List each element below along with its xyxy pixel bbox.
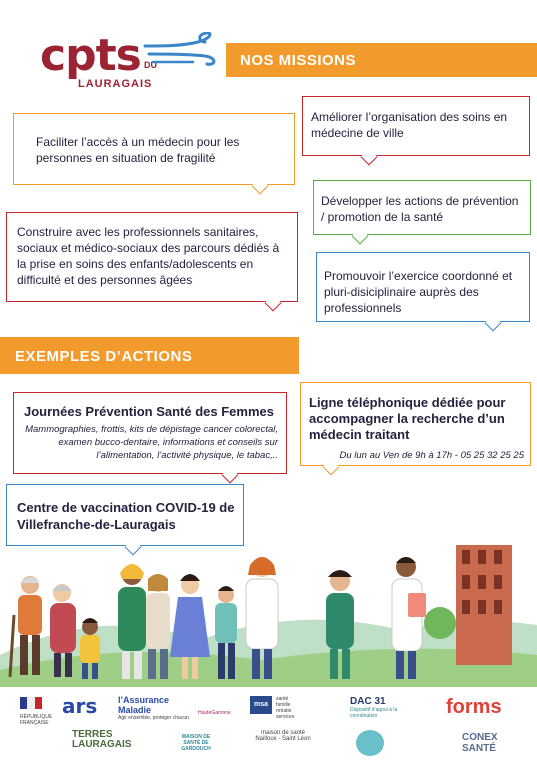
assurance-line-2: Maladie xyxy=(118,705,152,715)
mission-bubble-coordination xyxy=(316,252,530,322)
bubble-tail xyxy=(352,228,369,245)
assurance-line-3: Agir ensemble, protéger chacun xyxy=(118,715,189,721)
haute-garonne-logo: HauteGaronne xyxy=(198,710,231,716)
dac-title: DAC 31 xyxy=(350,696,386,707)
dac-subtitle: Dispositif d’appui à la coordination xyxy=(350,707,398,719)
actions-banner: EXEMPLES D’ACTIONS xyxy=(0,337,299,374)
mission-bubble-prevention xyxy=(313,180,531,235)
mission-text: Améliorer l’organisation des soins en médecine de ville xyxy=(311,110,508,140)
mission-bubble-access xyxy=(13,113,295,185)
msa-text: santé famille retraite services xyxy=(276,696,295,720)
mission-bubble-parcours xyxy=(6,212,298,302)
republique-francaise-logo xyxy=(20,696,54,726)
nailloux-line-1: maison de santé xyxy=(260,730,306,736)
clipboard-icon xyxy=(408,593,426,617)
mission-text: Construire avec les professionnels sanitaires, sociaux et médico-sociaux des parcours dédiés à la prise en soins des enfants/adolescents en difficulté et des personnes âgées xyxy=(17,225,280,287)
terres-lauragais-logo xyxy=(72,730,142,750)
bubble-tail xyxy=(361,149,378,166)
action-bubble-women-health xyxy=(13,392,287,474)
assurance-line-1: l’Assurance xyxy=(118,695,170,705)
bubble-tail xyxy=(252,178,269,195)
cpts-logo xyxy=(38,32,223,92)
illustration-people-scene xyxy=(0,545,537,687)
action-bubble-phone-line xyxy=(300,382,531,466)
marianne-icon xyxy=(20,697,42,709)
msa-badge: msa xyxy=(250,696,272,714)
forms-logo: forms xyxy=(446,696,502,718)
logo-region: LAURAGAIS xyxy=(78,78,153,90)
circle-partner-logo xyxy=(356,730,384,756)
bubble-tail xyxy=(222,467,239,484)
wind-swirl-icon xyxy=(143,32,223,72)
maison-nailloux-logo xyxy=(248,730,318,742)
mission-text: Développer les actions de prévention / promotion de la santé xyxy=(321,194,519,224)
mission-text: Faciliter l’accès à un médecin pour les personnes en situation de fragilité xyxy=(36,135,240,165)
mission-bubble-organisation xyxy=(302,96,530,156)
maison-gardouch-logo: MAISON DE SANTÉ DE GARDOUCH xyxy=(181,734,211,752)
phone-hours: Du lun au Ven de 9h à 17h - 05 25 32 25 25 xyxy=(339,450,524,461)
ars-logo: ars xyxy=(62,694,98,718)
church-tower-icon xyxy=(456,545,512,665)
mission-text: Promouvoir l’exercice coordonné et pluri-disiciplinaire auprès des professionnels xyxy=(324,269,513,315)
msa-logo xyxy=(250,696,304,720)
republique-text: RÉPUBLIQUE FRANÇAISE xyxy=(20,714,53,726)
logo-du: DU xyxy=(144,60,157,70)
assurance-maladie-logo xyxy=(118,696,198,721)
action-bubble-vaccination xyxy=(6,484,244,546)
conex-sante-logo xyxy=(462,732,498,754)
action-title: Journées Prévention Santé des Femmes xyxy=(24,404,274,419)
conex-line-2: SANTÉ xyxy=(462,743,496,754)
terres-line-1: TERRES xyxy=(72,729,113,740)
action-description: Mammographies, frottis, kits de dépistage cancer colorectal, examen bucco-dentaire, informations et conseils sur l’alimentation, l’activité physique, le tabac,.. xyxy=(25,424,278,461)
action-title: Centre de vaccination COVID-19 de Villefranche-de-Lauragais xyxy=(17,500,235,532)
bubble-tail xyxy=(265,295,282,312)
terres-line-2: LAURAGAIS xyxy=(72,739,132,750)
nailloux-line-2: Nailloux - Saint Léon xyxy=(255,736,311,742)
conex-line-1: CONEX xyxy=(462,732,498,743)
missions-banner: NOS MISSIONS xyxy=(226,43,537,77)
logo-text: cpts xyxy=(40,30,141,81)
dac31-logo xyxy=(336,696,406,719)
action-title: Ligne téléphonique dédiée pour accompagner la recherche d’un médecin traitant xyxy=(309,395,506,442)
partner-logos xyxy=(0,690,537,763)
bubble-tail xyxy=(485,315,502,332)
